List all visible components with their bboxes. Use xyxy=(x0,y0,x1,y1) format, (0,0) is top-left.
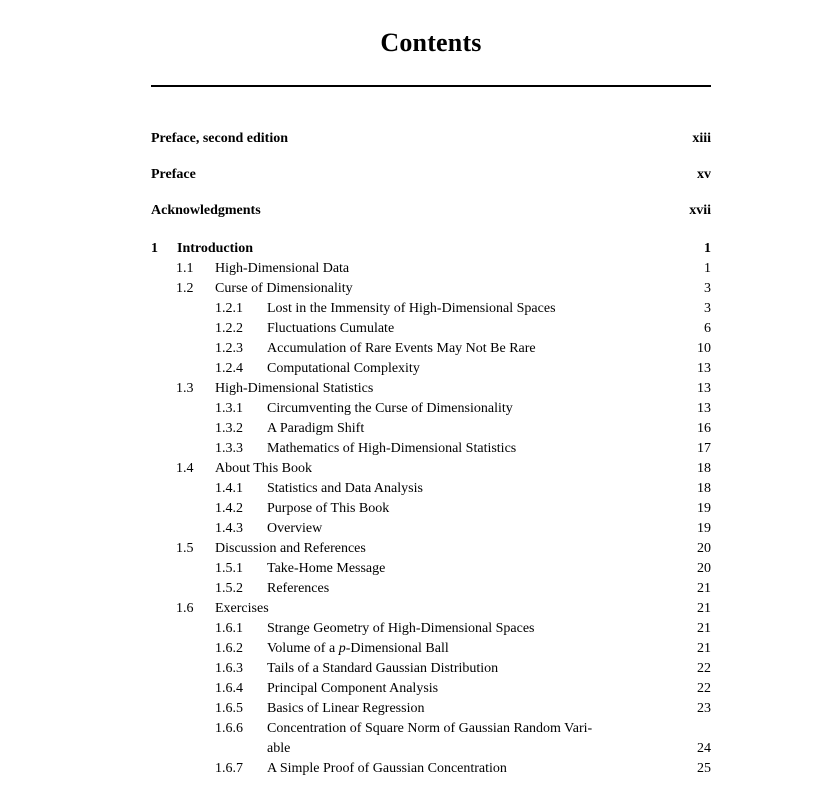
toc-entry-title: Fluctuations Cumulate xyxy=(267,321,395,336)
front-matter-label: Acknowledgments xyxy=(151,203,261,218)
page-number: 6 xyxy=(704,321,711,336)
page-number: 20 xyxy=(697,561,711,576)
chapter-title: Introduction xyxy=(177,241,253,256)
page-number: 19 xyxy=(697,521,711,536)
front-matter-entry xyxy=(151,165,711,185)
page-title: Contents xyxy=(380,28,482,57)
toc-entry xyxy=(151,419,711,439)
toc-entry xyxy=(151,499,711,519)
toc-entry-number: 1.4.2 xyxy=(215,501,243,516)
page-number: 22 xyxy=(697,661,711,676)
page-number: 3 xyxy=(704,281,711,296)
toc-entry-number: 1.5.2 xyxy=(215,581,243,596)
toc-entry-title: Overview xyxy=(267,521,323,536)
toc-entry xyxy=(151,479,711,499)
toc-entry-title: Strange Geometry of High-Dimensional Spaces xyxy=(267,621,535,636)
toc-entry-number: 1.5 xyxy=(176,541,194,556)
toc-entry-number: 1.5.1 xyxy=(215,561,243,576)
page-number: 19 xyxy=(697,501,711,516)
front-matter-label: Preface, second edition xyxy=(151,131,288,146)
front-matter-entry xyxy=(151,129,711,149)
toc-entry-title: Principal Component Analysis xyxy=(267,681,439,696)
toc-entry-number: 1.1 xyxy=(176,261,194,276)
toc-entry xyxy=(151,319,711,339)
title-line: able xyxy=(267,741,291,756)
toc-entry xyxy=(151,339,711,359)
toc-entry-title: Statistics and Data Analysis xyxy=(267,481,423,496)
toc-entry xyxy=(151,659,711,679)
toc-entry xyxy=(151,719,711,759)
front-matter-label: Preface xyxy=(151,167,196,182)
page-number: 1 xyxy=(704,241,711,256)
toc-entry-title: Basics of Linear Regression xyxy=(267,701,425,716)
toc-entry-number: 1.3.3 xyxy=(215,441,243,456)
toc-entry xyxy=(151,679,711,699)
toc-entry-title: Curse of Dimensionality xyxy=(215,281,353,296)
toc-entry-title: Accumulation of Rare Events May Not Be Rare xyxy=(267,341,536,356)
chapter-heading xyxy=(151,239,711,259)
title-fragment: -Dimensional Ball xyxy=(345,641,449,656)
page-number: 21 xyxy=(697,621,711,636)
page-number: 25 xyxy=(697,761,711,776)
toc-entry-number: 1.6.7 xyxy=(215,761,243,776)
toc-entry xyxy=(151,379,711,399)
toc-entry xyxy=(151,439,711,459)
toc-entry-title: About This Book xyxy=(215,461,312,476)
page-content xyxy=(151,0,711,779)
page-number: 24 xyxy=(697,741,711,756)
toc-entry-title: Tails of a Standard Gaussian Distribution xyxy=(267,661,499,676)
page-number: 3 xyxy=(704,301,711,316)
toc-entry xyxy=(151,519,711,539)
toc-entry-number: 1.6.5 xyxy=(215,701,243,716)
toc-entry xyxy=(151,699,711,719)
page-number: 13 xyxy=(697,361,711,376)
toc-entry-number: 1.2.2 xyxy=(215,321,243,336)
page-number: 17 xyxy=(697,441,711,456)
toc-entry-title: A Simple Proof of Gaussian Concentration xyxy=(267,761,507,776)
toc-entry xyxy=(151,539,711,559)
page-number: 18 xyxy=(697,481,711,496)
toc-entry-title: A Paradigm Shift xyxy=(267,421,365,436)
front-matter-entry xyxy=(151,201,711,221)
toc-entry xyxy=(151,459,711,479)
page-number: 13 xyxy=(697,401,711,416)
toc-entry-title: Take-Home Message xyxy=(267,561,386,576)
toc-entry-number: 1.6.1 xyxy=(215,621,243,636)
page-number: 16 xyxy=(697,421,711,436)
page-number: 10 xyxy=(697,341,711,356)
toc-entry-number: 1.4.3 xyxy=(215,521,243,536)
page-number: xvii xyxy=(689,203,711,218)
toc-entry-title: Circumventing the Curse of Dimensionality xyxy=(267,401,513,416)
toc-entry-number: 1.3 xyxy=(176,381,194,396)
toc-entry-title: Exercises xyxy=(215,601,269,616)
title-fragment: Volume of a xyxy=(267,641,339,656)
toc-entry-title: Discussion and References xyxy=(215,541,366,556)
toc-entry xyxy=(151,639,711,659)
toc-entry-title xyxy=(267,719,697,759)
toc-entry-title: Lost in the Immensity of High-Dimensional Spaces xyxy=(267,301,556,316)
toc-entry-title: Mathematics of High-Dimensional Statistics xyxy=(267,441,517,456)
title-rule xyxy=(151,85,711,87)
toc-entry-number: 1.2 xyxy=(176,281,194,296)
toc-entry-title: References xyxy=(267,581,330,596)
page-number: 18 xyxy=(697,461,711,476)
page-number: 20 xyxy=(697,541,711,556)
toc-entry xyxy=(151,579,711,599)
toc-entry xyxy=(151,599,711,619)
page-number: xv xyxy=(697,167,711,182)
page-number: xiii xyxy=(692,131,711,146)
toc-entry-number: 1.6.3 xyxy=(215,661,243,676)
toc-entry-number: 1.4.1 xyxy=(215,481,243,496)
toc-entry xyxy=(151,399,711,419)
toc-entry xyxy=(151,619,711,639)
toc-entry xyxy=(151,279,711,299)
toc-entry-title: Computational Complexity xyxy=(267,361,420,376)
toc-entry xyxy=(151,759,711,779)
title-fragment: p xyxy=(338,641,346,656)
toc-entry-number: 1.3.1 xyxy=(215,401,243,416)
toc-entry xyxy=(151,299,711,319)
toc-entry-number: 1.6.4 xyxy=(215,681,243,696)
toc-entry-number: 1.4 xyxy=(176,461,194,476)
page-number: 22 xyxy=(697,681,711,696)
toc-entry-title: Purpose of This Book xyxy=(267,501,390,516)
title-line: Concentration of Square Norm of Gaussian Random Vari- xyxy=(267,721,593,736)
toc-entry-title xyxy=(267,639,697,659)
toc-entry xyxy=(151,359,711,379)
toc-entry-number: 1.2.4 xyxy=(215,361,243,376)
toc-entry-number: 1.2.1 xyxy=(215,301,243,316)
chapter-number: 1 xyxy=(151,241,158,256)
toc-entry-number: 1.6 xyxy=(176,601,194,616)
page-number: 23 xyxy=(697,701,711,716)
toc-entry-title: High-Dimensional Data xyxy=(215,261,350,276)
toc-entry-number: 1.6.6 xyxy=(215,721,243,736)
toc-entry-number: 1.3.2 xyxy=(215,421,243,436)
toc-entry-number: 1.6.2 xyxy=(215,641,243,656)
page-number: 13 xyxy=(697,381,711,396)
page-number: 1 xyxy=(704,261,711,276)
toc-entry xyxy=(151,259,711,279)
page-number: 21 xyxy=(697,641,711,656)
toc-entry xyxy=(151,559,711,579)
page-number: 21 xyxy=(697,601,711,616)
page-number: 21 xyxy=(697,581,711,596)
toc-entry-number: 1.2.3 xyxy=(215,341,243,356)
toc-list xyxy=(151,239,711,779)
toc-entry-title: High-Dimensional Statistics xyxy=(215,381,374,396)
front-matter-list xyxy=(151,129,711,221)
